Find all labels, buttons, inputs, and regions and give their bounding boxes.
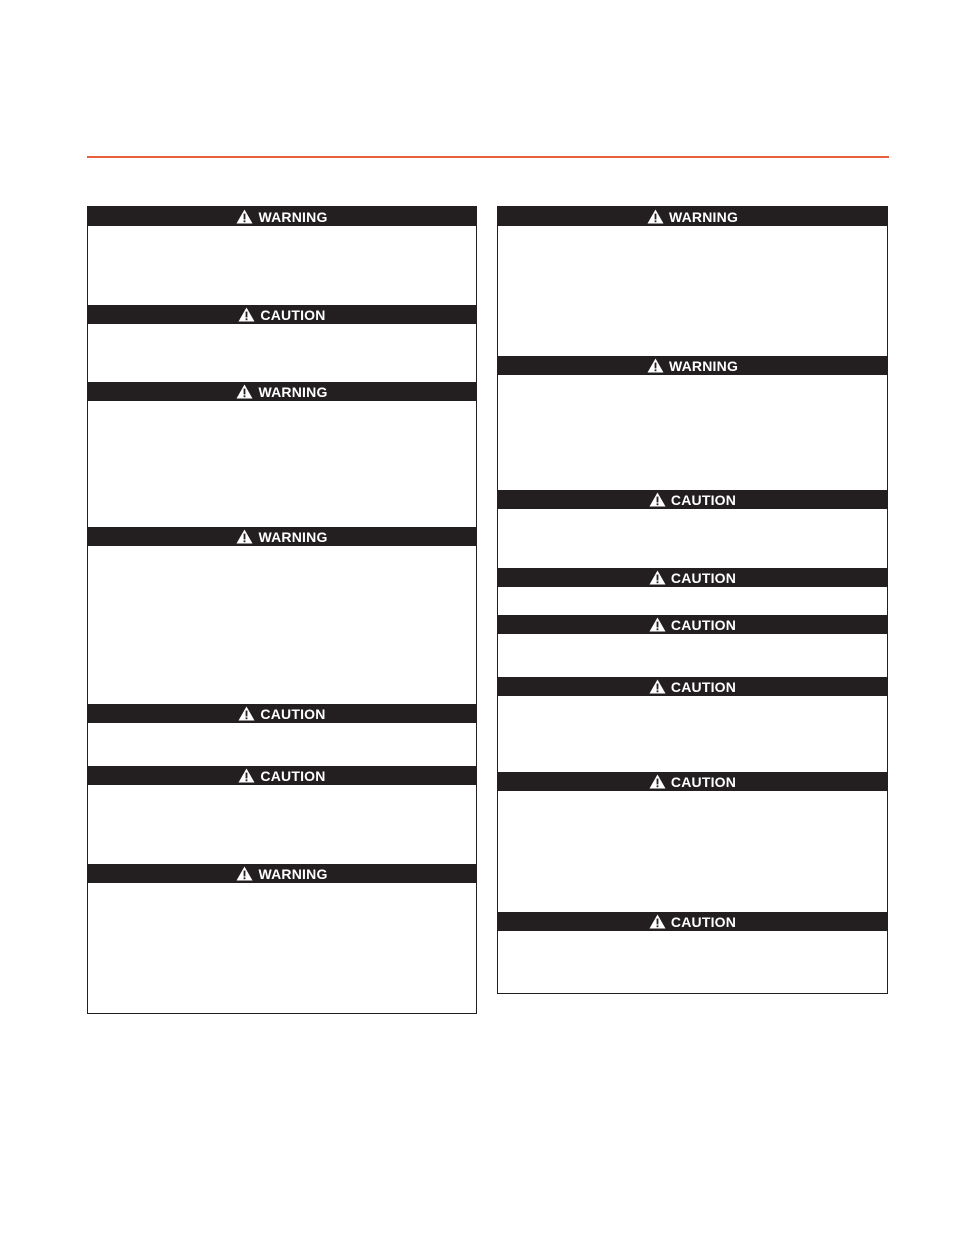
warning-triangle-icon	[238, 307, 260, 322]
left-caution-notice-6	[88, 766, 476, 864]
warning-triangle-icon	[647, 209, 669, 224]
warning-triangle-icon	[238, 706, 260, 721]
warning-header-bar	[498, 207, 887, 226]
warning-header-bar	[498, 356, 887, 375]
caution-body	[498, 696, 887, 772]
right-caution-notice-5	[498, 615, 887, 677]
caution-header-bar	[498, 615, 887, 634]
left-warning-notice-1	[88, 207, 476, 305]
caution-label: CAUTION	[260, 705, 326, 722]
warning-triangle-icon	[649, 774, 671, 789]
caution-header-bar	[498, 677, 887, 696]
warning-triangle-icon	[236, 866, 258, 881]
caution-label: CAUTION	[670, 913, 737, 930]
warning-label: WARNING	[668, 357, 739, 374]
caution-header-bar	[498, 568, 887, 587]
caution-label: CAUTION	[260, 306, 326, 323]
caution-body	[498, 587, 887, 615]
warning-header-bar	[88, 207, 476, 226]
left-warning-notice-3	[88, 382, 476, 527]
header-rule	[87, 156, 889, 158]
warning-triangle-icon	[236, 384, 258, 399]
warning-body	[498, 226, 887, 356]
warning-label: WARNING	[258, 383, 328, 400]
left-caution-notice-2	[88, 305, 476, 382]
warning-header-bar	[88, 382, 476, 401]
warning-label: WARNING	[258, 208, 328, 225]
left-caution-notice-5	[88, 704, 476, 766]
caution-header-bar	[498, 490, 887, 509]
caution-header-bar	[88, 704, 476, 723]
caution-label: CAUTION	[670, 616, 737, 633]
caution-body	[88, 785, 476, 864]
caution-label: CAUTION	[670, 773, 737, 790]
right-caution-notice-4	[498, 568, 887, 615]
left-notice-column	[87, 206, 477, 1014]
caution-body	[498, 634, 887, 677]
warning-header-bar	[88, 527, 476, 546]
caution-header-bar	[88, 766, 476, 785]
warning-triangle-icon	[649, 570, 671, 585]
right-caution-notice-6	[498, 677, 887, 772]
warning-triangle-icon	[238, 768, 260, 783]
warning-triangle-icon	[647, 358, 669, 373]
caution-body	[88, 324, 476, 382]
warning-body	[88, 401, 476, 527]
warning-triangle-icon	[649, 492, 671, 507]
warning-triangle-icon	[649, 914, 671, 929]
caution-label: CAUTION	[260, 767, 326, 784]
right-warning-notice-2	[498, 356, 887, 490]
right-caution-notice-8	[498, 912, 887, 992]
warning-body	[88, 546, 476, 704]
left-warning-notice-4	[88, 527, 476, 704]
caution-body	[498, 931, 887, 992]
warning-label: WARNING	[668, 208, 739, 225]
warning-body	[88, 883, 476, 1011]
warning-header-bar	[88, 864, 476, 883]
caution-body	[498, 791, 887, 912]
caution-label: CAUTION	[670, 491, 737, 508]
right-notice-column	[497, 206, 888, 994]
right-warning-notice-1	[498, 207, 887, 356]
caution-label: CAUTION	[670, 569, 737, 586]
right-caution-notice-7	[498, 772, 887, 912]
warning-triangle-icon	[236, 209, 258, 224]
warning-triangle-icon	[649, 679, 671, 694]
warning-triangle-icon	[236, 529, 258, 544]
caution-header-bar	[88, 305, 476, 324]
warning-triangle-icon	[649, 617, 671, 632]
caution-body	[88, 723, 476, 766]
caution-header-bar	[498, 912, 887, 931]
right-caution-notice-3	[498, 490, 887, 568]
warning-body	[88, 226, 476, 305]
warning-label: WARNING	[258, 528, 328, 545]
warning-label: WARNING	[258, 865, 328, 882]
caution-header-bar	[498, 772, 887, 791]
warning-body	[498, 375, 887, 490]
left-warning-notice-7	[88, 864, 476, 1011]
caution-label: CAUTION	[670, 678, 737, 695]
caution-body	[498, 509, 887, 568]
